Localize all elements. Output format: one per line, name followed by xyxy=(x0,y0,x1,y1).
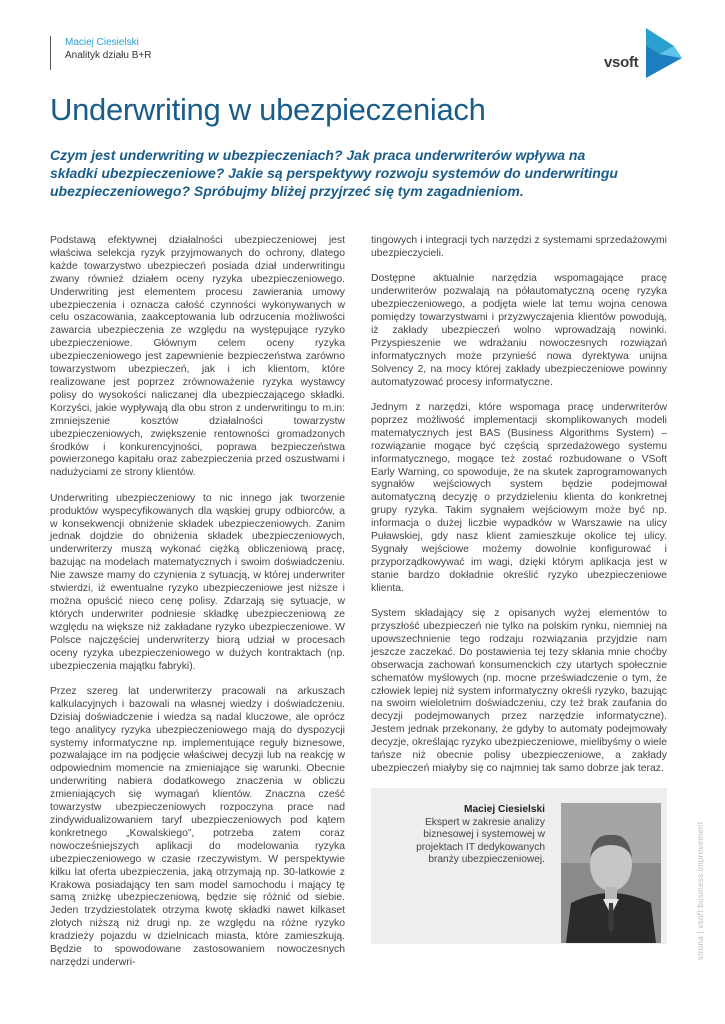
article-title: Underwriting w ubezpieczeniach xyxy=(50,92,486,127)
bio-text xyxy=(385,804,545,867)
vsoft-logo-mark-icon xyxy=(646,28,682,78)
paragraph: System składający się z opisanych wyżej elementów to przyszłość ubezpieczeń nie tylko na polskim rynku, niemniej na upowszechnienie tego rodzaju rozwiązania przyjdzie nam jeszcze zaczekać. Do postawienia tej tezy skłania mnie choćby obserwacja zachowań konsumenckich czy utartych społecznie schematów myślowych (np. mocne przeświadczenie o tym, że człowiek lepiej niż system informatyczny określi ryzyko, bazując na swoim wieloletnim doświadczeniu, czy też brak zaufania do decyzji podejmowanych przez narzędzie informatyczne). Jestem jednak przekonany, że gdyby to automaty podejmowały decyzje, określając ryzyko ubezpieczeniowe, mielibyśmy o wiele tańsze niż obecnie polisy ubezpieczeniowe, a zakłady ubezpieczeń miałyby się co najmniej tak samo dobrze jak teraz. xyxy=(371,608,667,774)
bio-description: Ekspert w zakresie analizy biznesowej i systemowej w projektach IT dedykowanych branży ubezpieczeniowej. xyxy=(416,816,545,866)
article-lead: Czym jest underwriting w ubezpieczeniach? Jak praca underwriterów wpływa na składki ubezpieczeniowe? Jakie są perspektywy rozwoju systemów do underwritingu ubezpieczeniowego? Spróbujmy bliżej przyjrzeć się tym zagadnieniom. xyxy=(50,147,618,199)
paragraph: tingowych i integracji tych narzędzi z systemami sprzedażowymi ubezpieczycieli. xyxy=(371,235,667,259)
author-bio-box xyxy=(371,788,667,944)
left-column xyxy=(50,235,345,982)
paragraph: Jednym z narzędzi, które wspomaga pracę underwriterów poprzez możliwość implementacji skomplikowanych modeli matematycznych jest BAS (Business Algorithms System) – rozwiązanie mogące być częścią sprzedażowego systemu informatycznego, mogące też zostać rozbudowane o VSoft Early Warning, co spowoduje, że na skutek zaprogramowanych sygnałów wejściowych system będzie podejmował automatyczną decyzję o przydzieleniu klienta do konkretnej grupy ryzyka. Takim sygnałem wejściowym może być np. informacja o dużej liczbie wypadków w Warszawie na ulicy Puławskiej, gdy nasz klient zamieszkuje okolice tej ulicy. Sygnały wejściowe możemy dowolnie konfigurować i przyporządkowywać im wagi, dzięki którym aplikacja jest w stanie bardzo dokładnie określić ryzyko ubezpieczeniowe klienta. xyxy=(371,401,667,594)
author-role: Analityk działu B+R xyxy=(65,50,152,61)
bio-name: Maciej Ciesielski xyxy=(464,804,545,815)
paragraph: Dostępne aktualnie narzędzia wspomagające pracę underwriterów pozwalają na półautomatyczną ocenę ryzyka ubezpieczeniowego, a podjęta wiele lat temu wojna cenowa pomiędzy towarzystwami i przyzwyczajenia klientów powodują, iż zakłady ubezpieczeń wolno wprowadzają nowinki. Przyspieszenie we wdrażaniu nowoczesnych rozwiązań informatycznych może przynieść nowa dyrektywa unijna Solvency 2, na mocy której zakłady ubezpieczeniowe powinny automatyzować procesy informatyczne. xyxy=(371,273,667,388)
footer-text: strona | vsoft business improvement xyxy=(696,821,705,960)
logo-text: vsoft xyxy=(604,54,639,71)
author-header xyxy=(50,36,151,70)
vsoft-logo xyxy=(604,28,680,80)
right-column xyxy=(371,235,667,788)
author-photo xyxy=(561,803,661,943)
paragraph: Underwriting ubezpieczeniowy to nic innego jak tworzenie produktów wyspecyfikowanych dla wąskiej grupy odbiorców, a w konsekwencji obniżenie składek ubezpieczeniowych. Zanim jednak dojdzie do obniżenia składek ubezpieczeniowych, underwriterzy muszą wykonać ciężką obliczeniową pracę, bazując na modelach matematycznych i swoim doświadczeniu. Nie zawsze mamy do czynienia z sytuacją, w której underwriter stwierdzi, iż ewentualne ryzyko ubezpieczeniowe jest niższe i można opuścić nieco cenę polisy. Zdarzają się sytuacje, w których underwriter podniesie składkę ubezpieczeniową ze względu na większe niż zakładane ryzyko ubezpieczeniowe. W Polsce najczęściej underwriterzy biorą udział w procesach oceny ryzyka ubezpieczeniowego w dużych kontraktach (np. ubezpieczenia majątku fabryki). xyxy=(50,492,345,672)
paragraph: Przez szereg lat underwriterzy pracowali na arkuszach kalkulacyjnych i bazowali na własnej wiedzy i doświadczeniu. Dzisiaj doświadczenie i wiedza są nadal kluczowe, ale oprócz tego analitycy ryzyka ubezpieczeniowego mają do dyspozycji systemy informatyczne np. implementujące reguły biznesowe, pozwalające im na podjęcie właściwej decyzji lub na reakcję w odpowiednim momencie na zmieniające się warunki. Obecnie underwriting nabiera dodatkowego znaczenia w obliczu zmieniających się wymagań klientów. Znaczna cześć towarzystw ubezpieczeniowych rozpoczyna prace nad zindywidualizowaniem taryf ubezpieczeniowych pod kątem konkretnego „Kowalskiego”, potrzeba zatem coraz nowocześniejszych aplikacji do modelowania ryzyka ubezpieczeniowego w czasie rzeczywistym. W perspektywie kilku lat oferta ubezpieczenia, jaką otrzymają np. 30-latkowie z Krakowa posiadający ten sam model samochodu i mający tę samą zniżkę ubezpieczeniową, będzie się różnić od siebie. Jeden trzydziestolatek otrzyma kwotę składki nawet kilkaset złotych niższą niż drugi np. ze względu na różne ryzyko kradzieży pojazdu w dzielnicach miasta, które zamieszkują. Będzie to spowodowane zastosowaniem nowoczesnych narzędzi underwri- xyxy=(50,685,345,968)
author-name: Maciej Ciesielski xyxy=(65,37,139,48)
paragraph: Podstawą efektywnej działalności ubezpieczeniowej jest właściwa selekcja ryzyk przyjmowanych do ochrony, dlatego każde towarzystwo ubezpieczeń posiada dział underwritingu zwany również działem oceny ryzyka ubezpieczeniowego. Underwriting jest elementem procesu zawierania umowy ubezpieczenia i oznacza całość czynności wykonywanych w celu oszacowania, zaakceptowania lub odrzucenia możliwości zawarcia ubezpieczenia ze względu na występujące ryzyko ubezpieczeniowe. Głównym celem oceny ryzyka ubezpieczeniowego jest zapewnienie bezpieczeństwa zarówno towarzystwom ubezpieczeń, jak i ich klientom, które realizowane jest poprzez zrównoważenie ryzyka wystawcy polisy do wysokości naliczanej dla ubezpieczającego składki. Korzyści, jakie wypływają dla obu stron z underwritingu to m.in: zmniejszenie kosztów działalności towarzystw ubezpieczeniowych, zwiększenie rentowności gromadzonych środków i konkurencyjności, poprawa bezpieczeństwa powierzonego kapitału oraz zabezpieczenia przed oszustwami i nadużyciami ze strony klientów. xyxy=(50,235,345,479)
